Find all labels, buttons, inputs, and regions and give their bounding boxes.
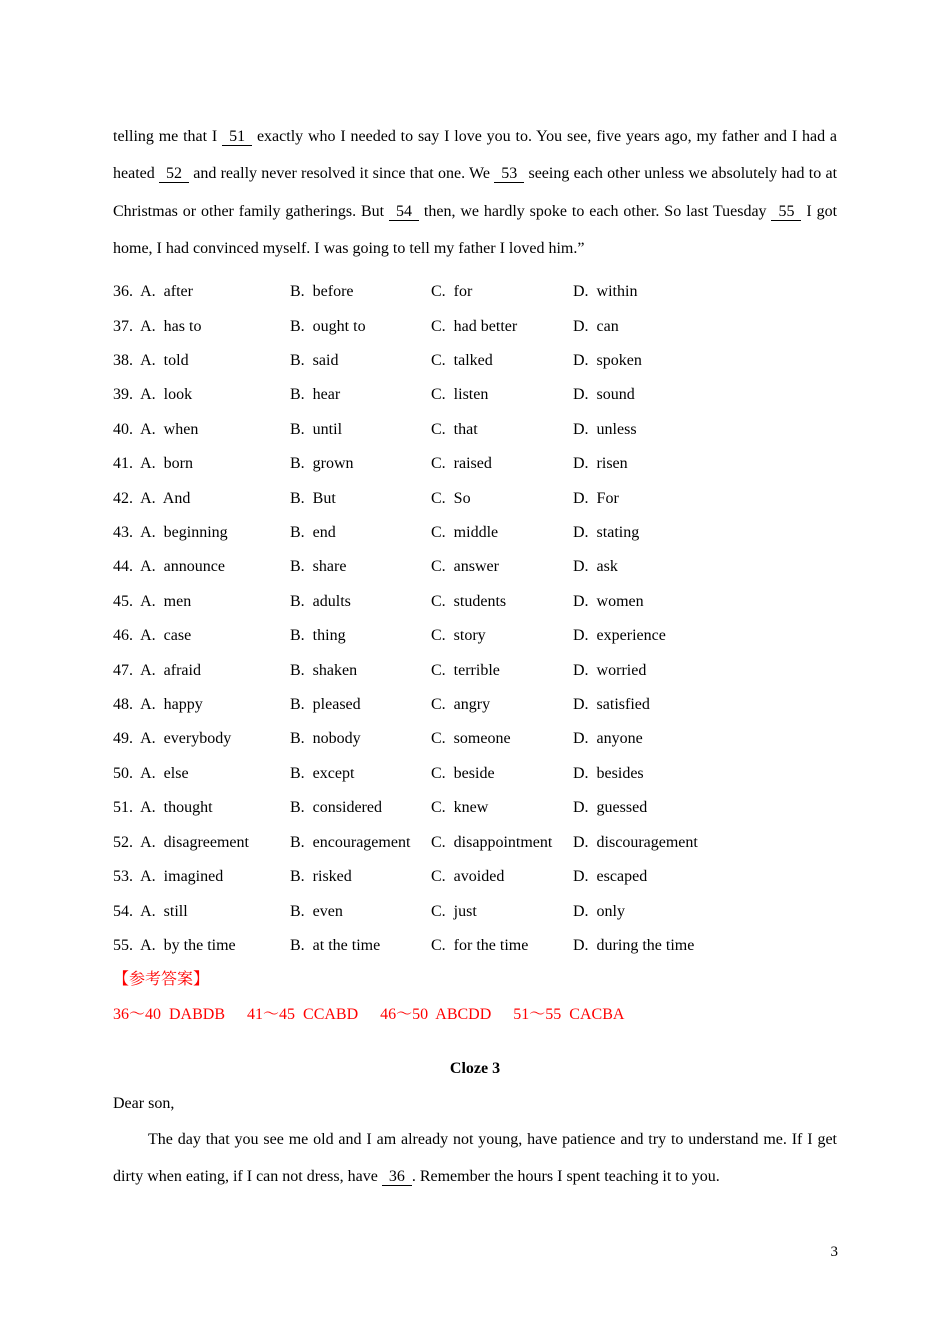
question-option-c: C. So (431, 489, 471, 507)
blank-36: 36 (382, 1168, 412, 1186)
question-option-d: D. satisfied (573, 696, 650, 714)
question-option-d: D. ask (573, 558, 618, 576)
question-row (113, 895, 837, 929)
question-option-d: D. For (573, 489, 619, 507)
question-option-c: C. for the time (431, 936, 529, 954)
question-option-d: D. women (573, 592, 644, 610)
answer-group-36-40: 36～40 DABDB (113, 1005, 226, 1023)
question-row (113, 654, 837, 688)
question-option-d: D. experience (573, 627, 666, 645)
question-row (113, 791, 837, 825)
question-option-d: D. guessed (573, 799, 648, 817)
question-option-b: B. except (290, 764, 355, 782)
question-option-d: D. risen (573, 455, 628, 473)
question-option-d: D. within (573, 283, 638, 301)
question-option-c: C. avoided (431, 868, 505, 886)
cloze3-text-segment: . Remember the hours I spent teaching it to you. (411, 1168, 720, 1186)
question-option-d: D. spoken (573, 352, 642, 369)
question-option-a: 48. A. happy (113, 696, 203, 714)
answer-group-51-55: 51～55 CACBA (513, 1005, 625, 1023)
question-row (113, 344, 837, 378)
question-option-c: C. listen (431, 386, 489, 404)
question-option-c: C. beside (431, 764, 495, 782)
question-option-c: C. knew (431, 799, 489, 817)
blank-55: 55 (771, 203, 801, 221)
question-option-a: 49. A. everybody (113, 730, 232, 748)
question-option-b: B. until (290, 420, 343, 438)
cloze3-paragraph (113, 1121, 837, 1196)
question-option-c: C. just (431, 902, 477, 920)
intro-text-segment: seeing each other unless we absolutely had to at Christmas or other family gatherings. But (113, 165, 838, 220)
question-row (113, 860, 837, 894)
question-row (113, 757, 837, 791)
intro-paragraph (113, 118, 837, 267)
questions-list (113, 275, 837, 963)
question-option-c: C. answer (431, 558, 499, 576)
question-option-a: 51. A. thought (113, 799, 213, 817)
question-row (113, 310, 837, 344)
question-option-a: 43. A. beginning (113, 524, 228, 542)
intro-text-segment: telling me that I (113, 128, 218, 145)
question-option-a: 46. A. case (113, 627, 192, 645)
question-option-b: B. encouragement (290, 833, 411, 851)
question-option-d: D. anyone (573, 730, 643, 748)
question-row (113, 619, 837, 653)
question-option-c: C. middle (431, 524, 499, 542)
question-row (113, 275, 837, 309)
question-option-d: D. worried (573, 661, 647, 679)
question-option-c: C. talked (431, 352, 493, 369)
question-option-b: B. grown (290, 455, 354, 473)
intro-text-segment: exactly who I needed to say I love you to. You see, five years ago, my father and I had a heated (113, 128, 838, 183)
question-option-a: 50. A. else (113, 764, 189, 782)
question-option-d: D. can (573, 317, 619, 335)
question-option-c: C. that (431, 420, 478, 438)
question-row (113, 550, 837, 584)
question-option-b: B. nobody (290, 730, 361, 748)
question-row (113, 378, 837, 412)
question-option-d: D. only (573, 902, 625, 920)
question-option-a: 55. A. by the time (113, 936, 236, 954)
question-option-d: D. sound (573, 386, 635, 404)
question-option-d: D. escaped (573, 868, 648, 886)
blank-54: 54 (389, 203, 419, 221)
question-option-d: D. besides (573, 764, 644, 782)
question-option-a: 41. A. born (113, 455, 193, 473)
question-row (113, 688, 837, 722)
question-option-b: B. thing (290, 627, 346, 645)
question-option-c: C. for (431, 283, 473, 301)
question-option-c: C. students (431, 592, 507, 610)
blank-51: 51 (222, 128, 252, 146)
question-option-c: C. angry (431, 696, 491, 714)
question-option-b: B. before (290, 283, 354, 301)
question-option-a: 45. A. men (113, 592, 192, 610)
question-option-b: B. share (290, 558, 347, 576)
question-option-c: C. disappointment (431, 833, 553, 851)
question-option-a: 54. A. still (113, 902, 188, 920)
salutation: Dear son, (113, 1094, 175, 1112)
intro-text-segment: I got home, I had convinced myself. I was going to tell my father I loved him.” (113, 202, 838, 257)
blank-52: 52 (159, 165, 189, 183)
answer-group-46-50: 46～50 ABCDD (380, 1005, 492, 1023)
answer-key (113, 963, 837, 1032)
question-option-a: 44. A. announce (113, 558, 225, 576)
question-option-c: C. had better (431, 317, 518, 335)
question-option-c: C. terrible (431, 661, 500, 679)
question-option-a: 39. A. look (113, 386, 193, 404)
question-option-c: C. someone (431, 730, 511, 748)
question-option-d: D. during the time (573, 936, 695, 954)
answer-key-line (113, 998, 837, 1032)
question-option-b: B. at the time (290, 936, 381, 954)
question-option-b: B. But (290, 489, 336, 507)
question-row (113, 413, 837, 447)
cloze3-heading: Cloze 3 (449, 1060, 501, 1078)
intro-text-segment: then, we hardly spoke to each other. So last Tuesday (423, 202, 767, 220)
cloze3-text-segment: The day that you see me old and I am already not young, have patience and try to understand me. If I get dirty when eating, if I can not dress, have (113, 1130, 837, 1186)
question-option-a: 53. A. imagined (113, 868, 224, 886)
question-option-d: D. unless (573, 420, 637, 438)
intro-text-segment: and really never resolved it since that one. We (193, 165, 490, 183)
blank-53: 53 (494, 165, 524, 183)
question-option-b: B. adults (290, 592, 351, 610)
question-row (113, 585, 837, 619)
question-option-a: 36. A. after (113, 283, 193, 301)
question-option-b: B. risked (290, 868, 352, 886)
question-option-c: C. raised (431, 455, 492, 473)
question-option-a: 38. A. told (113, 352, 189, 369)
question-option-a: 52. A. disagreement (113, 833, 249, 851)
question-row (113, 482, 837, 516)
question-option-d: D. stating (573, 524, 640, 542)
question-row (113, 722, 837, 756)
question-row (113, 516, 837, 550)
question-option-a: 47. A. afraid (113, 661, 201, 679)
page-number: 3 (830, 1244, 838, 1260)
question-row (113, 929, 837, 963)
question-option-b: B. end (290, 524, 336, 542)
question-option-a: 37. A. has to (113, 317, 202, 335)
question-option-b: B. pleased (290, 696, 361, 714)
question-option-b: B. ought to (290, 317, 366, 335)
question-option-d: D. discouragement (573, 833, 698, 851)
question-option-b: B. said (290, 352, 339, 369)
question-option-a: 42. A. And (113, 489, 191, 507)
question-option-b: B. considered (290, 799, 382, 817)
question-option-c: C. story (431, 627, 486, 645)
question-row (113, 447, 837, 481)
question-option-b: B. hear (290, 386, 341, 404)
question-option-b: B. shaken (290, 661, 358, 679)
answer-key-title: 【参考答案】 (113, 971, 210, 989)
question-option-b: B. even (290, 902, 343, 920)
answer-group-41-45: 41～45 CCABD (247, 1005, 359, 1023)
question-option-a: 40. A. when (113, 420, 199, 438)
question-row (113, 826, 837, 860)
